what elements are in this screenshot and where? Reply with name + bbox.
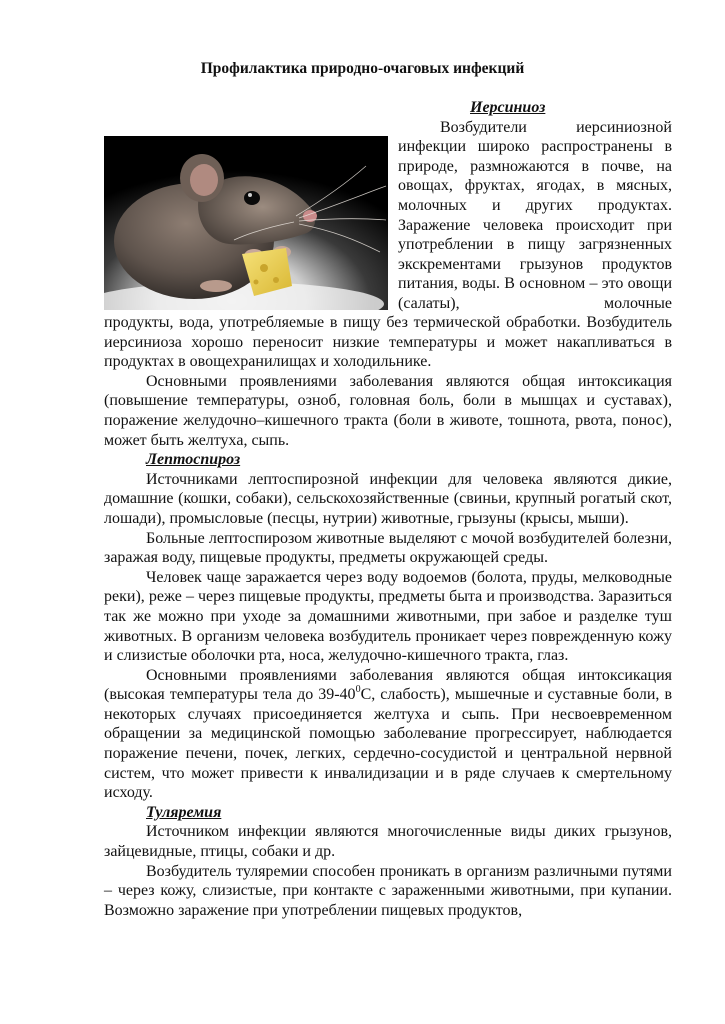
yersiniosis-paragraph-2: Основными проявлениями заболевания являются общая интоксикация (повышение температуры, озноб, головная боль, боли в мышцах и суставах), поражение желудочно–кишечного тракта (боли в животе, тошнота, рвота, понос), может быть желтуха, сыпь. <box>104 372 672 449</box>
yersiniosis-paragraph-1-continued: продукты, вода, употребляемые в пищу без термической обработки. Возбудитель иерсиниоза хорошо переносит низкие температуры и может накапливаться в продуктах в овощехранилищах и холодильнике. <box>104 314 672 371</box>
tularemia-paragraph-2: Возбудитель туляремии способен проникать в организм различными путями – через кожу, слизистые, при контакте с зараженными животными, при купании. Возможно заражение при употреблении пищевых продуктов, <box>104 862 672 919</box>
section-heading-tularemia: Туляремия <box>146 803 222 821</box>
section-heading-yersiniosis: Иерсиниоз <box>470 99 546 116</box>
yersiniosis-column <box>398 98 672 314</box>
page-title: Профилактика природно-очаговых инфекций <box>200 60 525 77</box>
leptospirosis-paragraph-4-start: Основными проявлениями заболевания являются общая интоксикация (высокая температуры тела до 39-40 <box>104 666 672 704</box>
degree-superscript: 0 <box>355 684 361 696</box>
yersiniosis-paragraph-1-column: Возбудители иерсиниозной инфекции широко распространены в природе, размножаются в почве, на овощах, фруктах, ягодах, в мясных, молочных и других продуктах. Заражение человека происходит при употреблении в пищу загрязненных экскрементами грызунов продуктов питания, воды. В основном – это овощи (салаты), молочные <box>398 118 672 312</box>
tularemia-paragraph-1: Источником инфекции являются многочисленные виды диких грызунов, зайцевидные, птицы, собаки и др. <box>104 823 672 861</box>
leptospirosis-paragraph-4 <box>104 666 672 803</box>
rat-photo <box>104 136 388 310</box>
leptospirosis-paragraph-4-end: С, слабость), мышечные и суставные боли, в некоторых случаях присоединяется желтуха и сыпь. При несвоевременном обращении за медицинской помощью заболевание прогрессирует, наблюдается поражение печени, почек, легких, сердечно-сосудистой и центральной нервной систем, что может привести к инвалидизации и в ряде случаев к смертельному исходу. <box>104 686 672 802</box>
leptospirosis-paragraph-2: Больные лептоспирозом животные выделяют с мочой возбудителей болезни, заражая воду, пищевые продукты, предметы окружающей среды. <box>104 529 672 567</box>
leptospirosis-paragraph-1: Источниками лептоспирозной инфекции для человека являются дикие, домашние (кошки, собаки), сельскохозяйственные (свиньи, крупный рогатый скот, лошади), промысловые (песцы, нутрии) животные, грызуны (крысы, мыши). <box>104 470 672 527</box>
section-heading-leptospirosis: Лептоспироз <box>146 451 241 469</box>
leptospirosis-paragraph-3: Человек чаще заражается через воду водоемов (болота, пруды, мелководные реки), реже – через пищевые продукты, предметы быта и производства. Заразиться так же можно при уходе за домашними животными, при забое и разделке туш животных. В организм человека возбудитель проникает через поврежденную кожу и слизистые оболочки рта, носа, желудочно-кишечного тракта, глаз. <box>104 568 672 665</box>
main-text <box>104 313 672 920</box>
